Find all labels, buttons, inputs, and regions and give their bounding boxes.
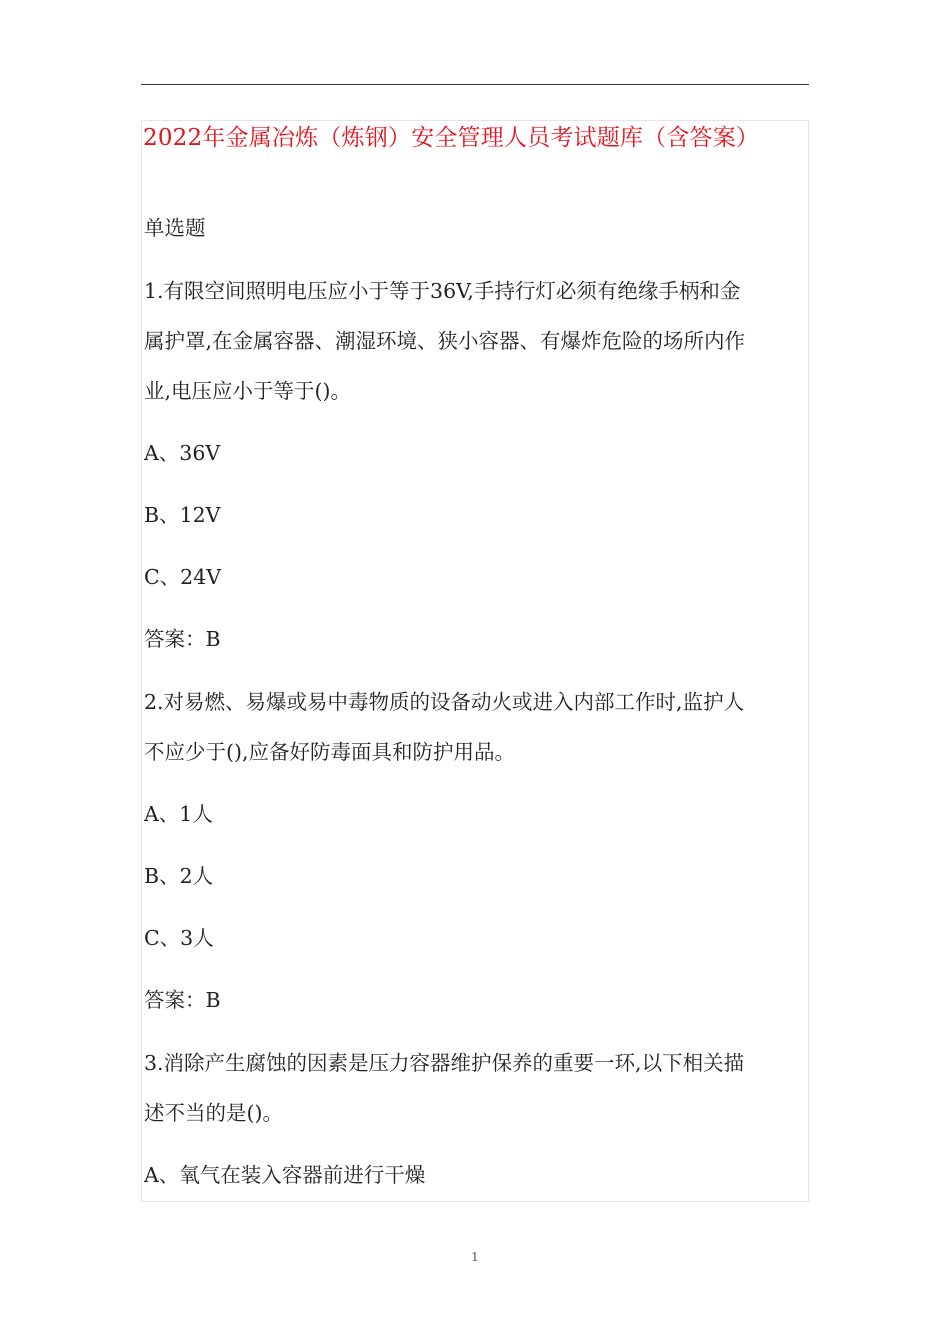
- section-heading: 单选题: [144, 216, 206, 240]
- question-2-line-1: 2.对易燃、易爆或易中毒物质的设备动火或进入内部工作时,监护人: [144, 690, 745, 714]
- question-2-option-c: C、3人: [144, 926, 214, 950]
- question-2-line-2: 不应少于(),应备好防毒面具和防护用品。: [144, 740, 516, 764]
- question-3-line-2: 述不当的是()。: [144, 1101, 283, 1125]
- page-number: 1: [471, 1250, 479, 1264]
- question-1-answer: 答案：B: [144, 627, 221, 651]
- question-3-line-1: 3.消除产生腐蚀的因素是压力容器维护保养的重要一环,以下相关描: [144, 1051, 745, 1075]
- question-2-option-b: B、2人: [144, 864, 214, 888]
- question-1-option-b: B、12V: [144, 503, 221, 527]
- question-2-option-a: A、1人: [144, 802, 213, 826]
- question-1-line-1: 1.有限空间照明电压应小于等于36V,手持行灯必须有绝缘手柄和金: [144, 279, 741, 303]
- document-title: 2022年金属冶炼（炼钢）安全管理人员考试题库（含答案）: [143, 125, 760, 151]
- question-1-line-2: 属护罩,在金属容器、潮湿环境、狭小容器、有爆炸危险的场所内作: [144, 329, 746, 353]
- question-2-answer: 答案：B: [144, 988, 221, 1012]
- question-1-option-c: C、24V: [144, 565, 222, 589]
- question-1-line-3: 业,电压应小于等于()。: [144, 379, 352, 403]
- question-1-option-a: A、36V: [144, 441, 221, 465]
- question-3-option-a: A、氧气在装入容器前进行干燥: [144, 1163, 426, 1187]
- header-rule: [141, 84, 809, 85]
